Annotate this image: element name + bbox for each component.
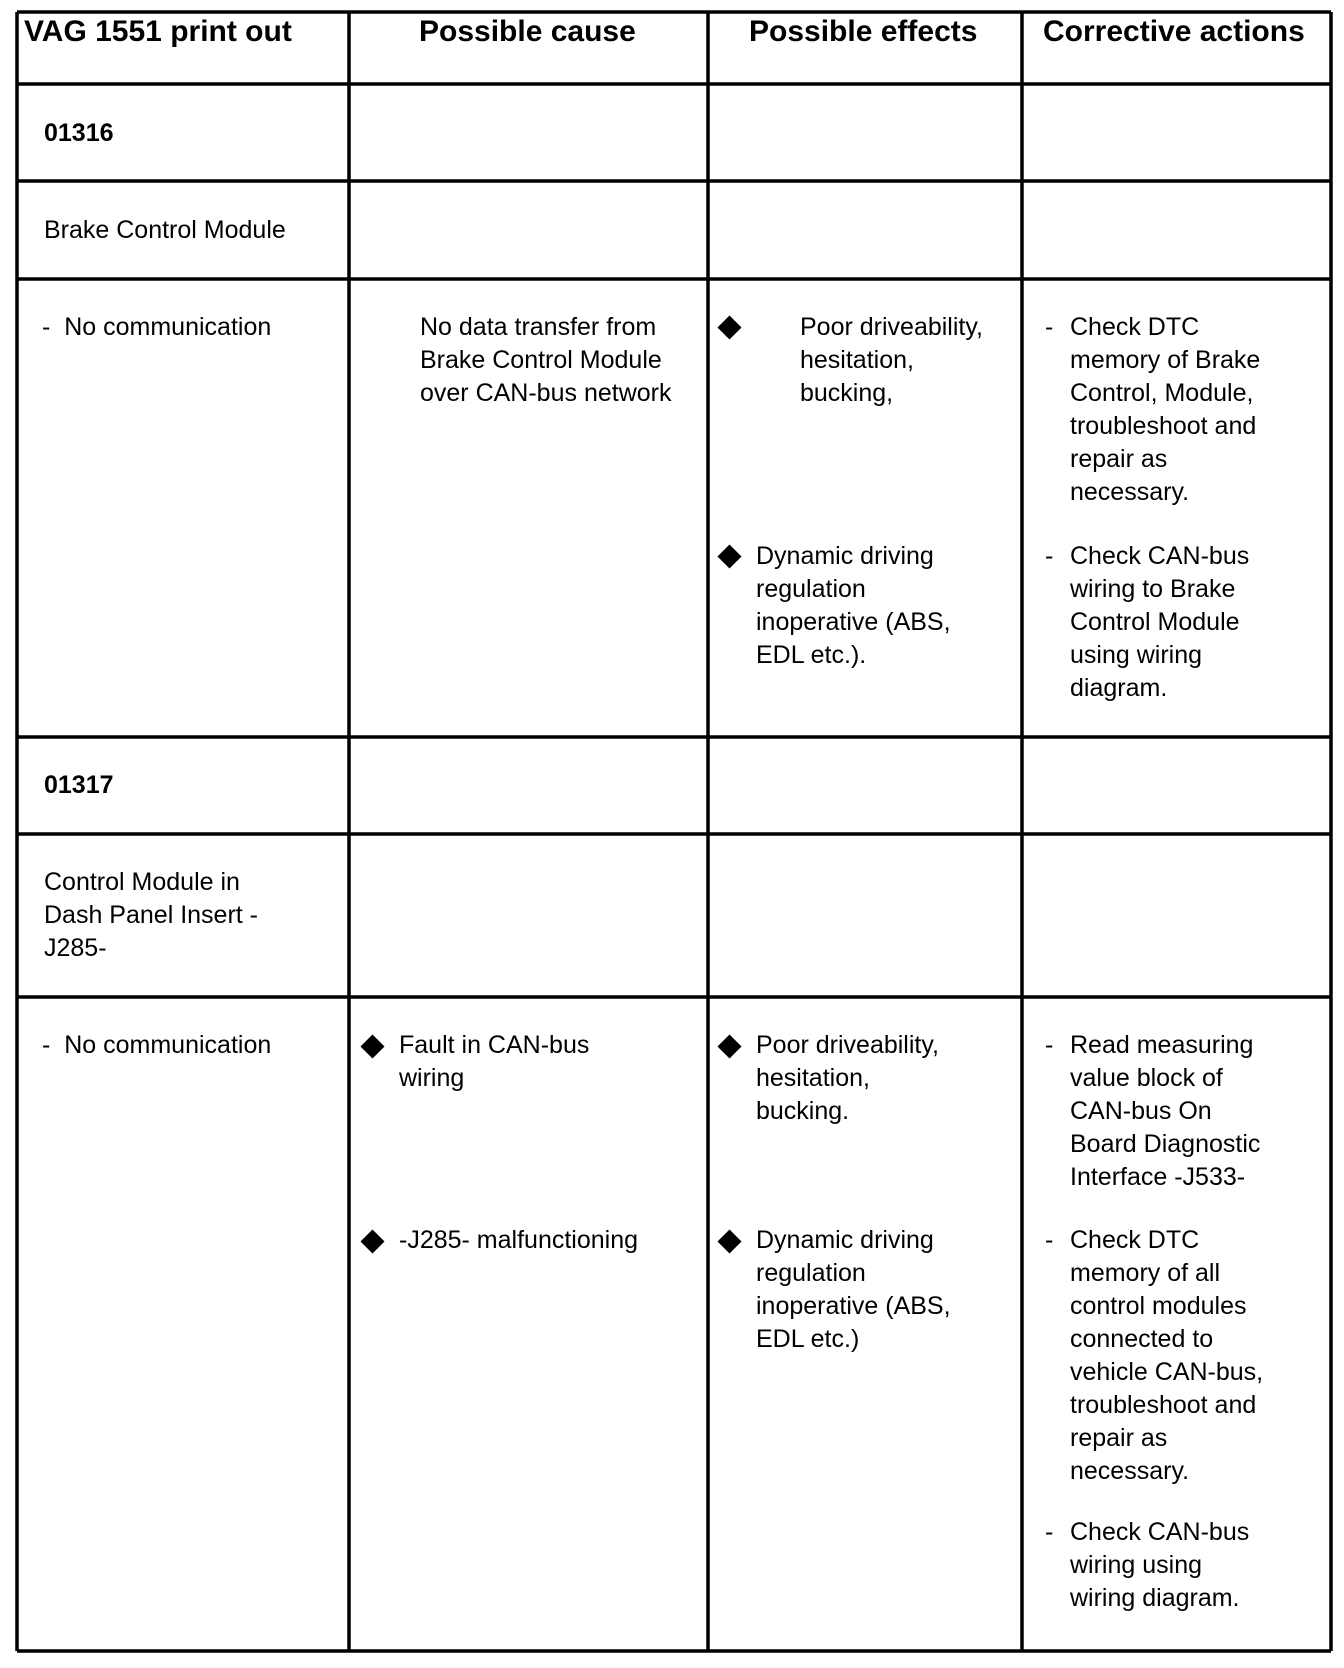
possible-effect-item: Dynamic driving regulation inoperative (ABS, EDL etc.) — [756, 1226, 951, 1353]
corrective-action-item: Check DTC memory of all control modules connected to vehicle CAN-bus, troubleshoot and repair as necessary. — [1070, 1226, 1264, 1485]
corrective-action-item: Check DTC memory of Brake Control, Module, troubleshoot and repair as necessary. — [1070, 313, 1261, 506]
action-bullet: - — [1045, 313, 1054, 341]
header-corrective-actions: Corrective actions — [1043, 15, 1305, 48]
corrective-action-item: Read measuring value block of CAN-bus On Board Diagnostic Interface -J533- — [1070, 1031, 1261, 1191]
fault-code: 01317 — [44, 771, 114, 799]
fault-code: 01316 — [44, 119, 114, 147]
possible-cause-item: -J285- malfunctioning — [399, 1226, 639, 1254]
component-name: Brake Control Module — [44, 216, 286, 244]
header-printout: VAG 1551 print out — [24, 15, 292, 48]
action-bullet: - — [1045, 1031, 1054, 1059]
header-possible-effects: Possible effects — [749, 15, 978, 48]
fault-description: - No communication — [42, 313, 272, 341]
possible-effect-item: Poor driveability, hesitation, bucking, — [800, 313, 983, 407]
fault-description: - No communication — [42, 1031, 272, 1059]
action-bullet: - — [1045, 542, 1054, 570]
action-bullet: - — [1045, 1226, 1054, 1254]
possible-effect-item: Poor driveability, hesitation, bucking. — [756, 1031, 939, 1125]
header-possible-cause: Possible cause — [419, 15, 636, 48]
corrective-action-item: Check CAN-bus wiring using wiring diagram. — [1070, 1518, 1250, 1612]
possible-cause-item: No data transfer from Brake Control Module over CAN-bus network — [420, 313, 672, 407]
possible-effect-item: Dynamic driving regulation inoperative (ABS, EDL etc.). — [756, 542, 951, 669]
component-name: Control Module in Dash Panel Insert - J285- — [44, 868, 258, 962]
action-bullet: - — [1045, 1518, 1054, 1546]
corrective-action-item: Check CAN-bus wiring to Brake Control Module using wiring diagram. — [1070, 542, 1250, 702]
possible-cause-item: Fault in CAN-bus wiring — [399, 1031, 590, 1092]
